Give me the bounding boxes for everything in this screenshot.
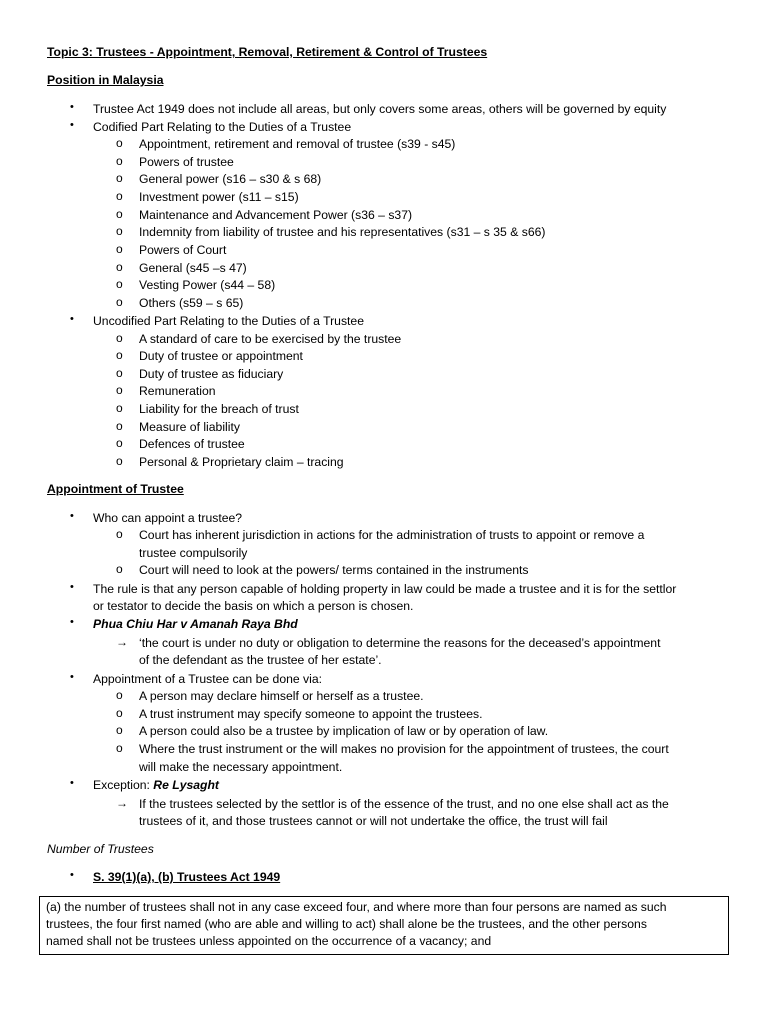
sub-bullet-icon: o [116,706,123,720]
bullet-icon: • [70,777,74,789]
statute-excerpt-line: (a) the number of trustees shall not in any case exceed four, and where more than four persons are named as such [46,900,667,914]
sub-list-item: A person may declare himself or herself as a trustee. [139,689,424,703]
bullet-icon: • [70,671,74,683]
bullet-icon: • [70,313,74,325]
case-name: Re Lysaght [153,778,219,792]
section-heading-appointment: Appointment of Trustee [47,482,184,496]
sub-list-item: Court has inherent jurisdiction in actions for the administration of trusts to appoint or remove a [139,528,645,542]
sub-bullet-icon: o [116,741,123,755]
sub-list-item-continued: will make the necessary appointment. [139,760,343,774]
section-heading-number: Number of Trustees [47,842,154,856]
list-item: Who can appoint a trustee? [93,511,243,525]
sub-bullet-icon: o [116,224,123,238]
list-item-exception [93,777,219,794]
page-title: Topic 3: Trustees - Appointment, Removal, Retirement & Control of Trustees [47,45,488,59]
sub-list-item: Others (s59 – s 65) [139,296,244,310]
statute-excerpt-line: named shall not be trustees unless appointed on the occurrence of a vacancy; and [46,934,492,948]
case-quote: ‘the court is under no duty or obligation to determine the reasons for the deceased’s appointment [139,636,661,650]
list-item: Appointment of a Trustee can be done via: [93,672,323,686]
arrow-icon: → [116,796,128,810]
sub-bullet-icon: o [116,383,123,397]
exception-text: If the trustees selected by the settlor is of the essence of the trust, and no one else shall act as the [139,797,669,811]
bullet-icon: • [70,616,74,628]
sub-list-item: Duty of trustee or appointment [139,349,303,363]
exception-text-continued: trustees of it, and those trustees cannot or will not undertake the office, the trust will fail [139,814,608,828]
case-quote-continued: of the defendant as the trustee of her estate’. [139,653,382,667]
sub-bullet-icon: o [116,436,123,450]
list-item: The rule is that any person capable of holding property in law could be made a trustee and it is for the settlor [93,582,677,596]
bullet-icon: • [70,119,74,131]
sub-list-item: Defences of trustee [139,437,245,451]
statute-excerpt-line: trustees, the four first named (who are able and willing to act) shall alone be the trustees, and the other persons [46,917,647,931]
bullet-icon: • [70,101,74,113]
sub-bullet-icon: o [116,366,123,380]
sub-list-item: Maintenance and Advancement Power (s36 – s37) [139,208,413,222]
sub-bullet-icon: o [116,331,123,345]
sub-list-item: General (s45 –s 47) [139,261,247,275]
sub-bullet-icon: o [116,688,123,702]
sub-list-item: Duty of trustee as fiduciary [139,367,284,381]
sub-bullet-icon: o [116,207,123,221]
sub-bullet-icon: o [116,295,123,309]
sub-list-item: A trust instrument may specify someone to appoint the trustees. [139,707,483,721]
sub-bullet-icon: o [116,723,123,737]
sub-list-item: Where the trust instrument or the will makes no provision for the appointment of trustees, the court [139,742,669,756]
sub-bullet-icon: o [116,348,123,362]
bullet-icon: • [70,510,74,522]
sub-bullet-icon: o [116,171,123,185]
sub-list-item: General power (s16 – s30 & s 68) [139,172,322,186]
sub-list-item: A person could also be a trustee by implication of law or by operation of law. [139,724,549,738]
statute-reference: S. 39(1)(a), (b) Trustees Act 1949 [93,870,281,884]
sub-bullet-icon: o [116,136,123,150]
sub-list-item: A standard of care to be exercised by the trustee [139,332,402,346]
sub-list-item: Court will need to look at the powers/ terms contained in the instruments [139,563,529,577]
sub-bullet-icon: o [116,277,123,291]
sub-list-item: Remuneration [139,384,216,398]
sub-list-item: Appointment, retirement and removal of trustee (s39 - s45) [139,137,456,151]
sub-list-item: Investment power (s11 – s15) [139,190,299,204]
list-item-continued: or testator to decide the basis on which a person is chosen. [93,599,414,613]
list-item: Trustee Act 1949 does not include all areas, but only covers some areas, others will be governed by equity [93,102,667,116]
sub-list-item: Personal & Proprietary claim – tracing [139,455,344,469]
bullet-icon: • [70,869,74,881]
arrow-icon: → [116,635,128,649]
bullet-icon: • [70,581,74,593]
sub-list-item: Liability for the breach of trust [139,402,299,416]
sub-list-item-continued: trustee compulsorily [139,546,248,560]
sub-list-item: Indemnity from liability of trustee and his representatives (s31 – s 35 & s66) [139,225,546,239]
sub-bullet-icon: o [116,401,123,415]
sub-bullet-icon: o [116,454,123,468]
case-name: Phua Chiu Har v Amanah Raya Bhd [93,617,298,631]
sub-list-item: Vesting Power (s44 – 58) [139,278,276,292]
exception-label: Exception: [93,778,154,792]
sub-bullet-icon: o [116,260,123,274]
sub-bullet-icon: o [116,242,123,256]
sub-bullet-icon: o [116,527,123,541]
sub-list-item: Measure of liability [139,420,240,434]
list-item: Uncodified Part Relating to the Duties of a Trustee [93,314,364,328]
sub-bullet-icon: o [116,419,123,433]
sub-list-item: Powers of Court [139,243,227,257]
sub-bullet-icon: o [116,189,123,203]
list-item: Codified Part Relating to the Duties of a Trustee [93,120,352,134]
section-heading-position: Position in Malaysia [47,73,164,87]
sub-list-item: Powers of trustee [139,155,234,169]
sub-bullet-icon: o [116,562,123,576]
sub-bullet-icon: o [116,154,123,168]
